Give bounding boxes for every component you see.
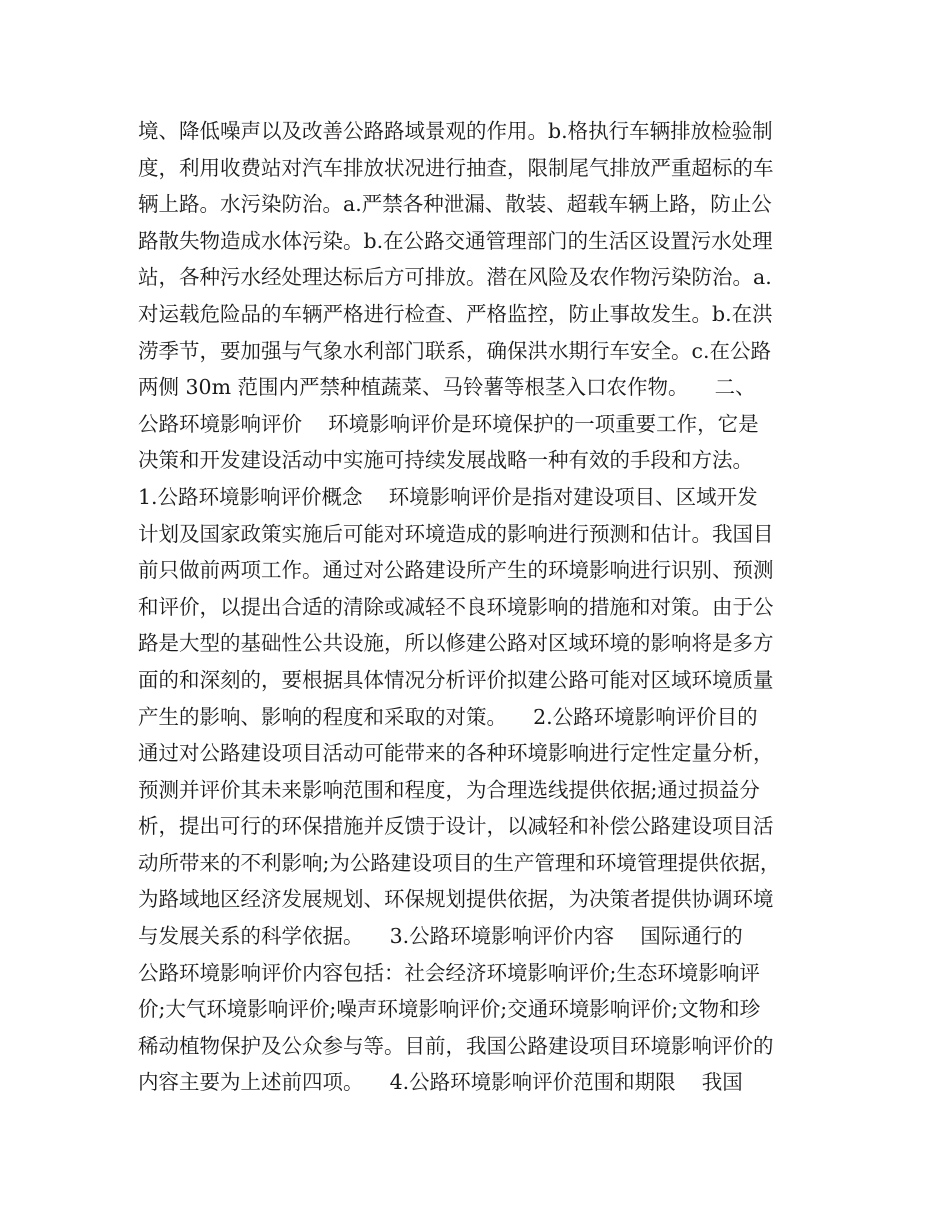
text-line: 稀动植物保护及公众参与等。目前，我国公路建设项目环境影响评价的: [138, 1033, 774, 1058]
text-line: 站，各种污水经处理达标后方可排放。潜在风险及农作物污染防治。a.: [138, 265, 772, 290]
text-line: 为路域地区经济发展规划、环保规划提供依据，为决策者提供协调环境: [138, 887, 774, 912]
text-line: 动所带来的不利影响;为公路建设项目的生产管理和环境管理提供依据，: [138, 850, 781, 875]
text-line: 价;大气环境影响评价;噪声环境影响评价;交通环境影响评价;文物和珍: [138, 997, 761, 1022]
text-line: 公路环境影响评价内容包括：社会经济环境影响评价;生态环境影响评: [138, 960, 760, 985]
text-line: 对运载危险品的车辆严格进行检查、严格监控，防止事故发生。b.在洪: [138, 301, 773, 326]
text-line: 计划及国家政策实施后可能对环境造成的影响进行预测和估计。我国目: [138, 521, 774, 546]
text-line: 涝季节，要加强与气象水利部门联系，确保洪水期行车安全。c.在公路: [138, 338, 771, 363]
text-line: 预测并评价其未来影响范围和程度，为合理选线提供依据;通过损益分: [138, 777, 760, 802]
text-line: 与发展关系的科学依据。 3.公路环境影响评价内容 国际通行的: [138, 924, 743, 949]
text-line: 前只做前两项工作。通过对公路建设所产生的环境影响进行识别、预测: [138, 558, 774, 583]
text-line: 1.公路环境影响评价概念 环境影响评价是指对建设项目、区域开发: [138, 484, 758, 509]
text-line: 和评价，以提出合适的清除或减轻不良环境影响的措施和对策。由于公: [138, 594, 774, 619]
text-line: 两侧 30m 范围内严禁种植蔬菜、马铃薯等根茎入口农作物。 二、: [138, 375, 756, 400]
text-line: 产生的影响、影响的程度和采取的对策。 2.公路环境影响评价目的: [138, 704, 758, 729]
text-line: 析，提出可行的环保措施并反馈于设计，以减轻和补偿公路建设项目活: [138, 814, 774, 839]
text-line: 通过对公路建设项目活动可能带来的各种环境影响进行定性定量分析，: [138, 741, 774, 766]
text-line: 路是大型的基础性公共设施，所以修建公路对区域环境的影响将是多方: [138, 631, 774, 656]
text-line: 面的和深刻的，要根据具体情况分析评价拟建公路可能对区域环境质量: [138, 667, 774, 692]
text-line: 决策和开发建设活动中实施可持续发展战略一种有效的手段和方法。: [138, 448, 753, 473]
text-line: 公路环境影响评价 环境影响评价是环境保护的一项重要工作，它是: [138, 411, 759, 436]
text-line: 路散失物造成水体污染。b.在公路交通管理部门的生活区设置污水处理: [138, 228, 773, 253]
body-text: [138, 113, 828, 1101]
text-line: 度，利用收费站对汽车排放状况进行抽查，限制尾气排放严重超标的车: [138, 155, 774, 180]
text-line: 境、降低噪声以及改善公路路域景观的作用。b.格执行车辆排放检验制: [138, 119, 773, 143]
text-line: 内容主要为上述前四项。 4.公路环境影响评价范围和期限 我国: [138, 1070, 743, 1095]
text-line: 辆上路。水污染防治。a.严禁各种泄漏、散装、超载车辆上路，防止公: [138, 192, 772, 217]
